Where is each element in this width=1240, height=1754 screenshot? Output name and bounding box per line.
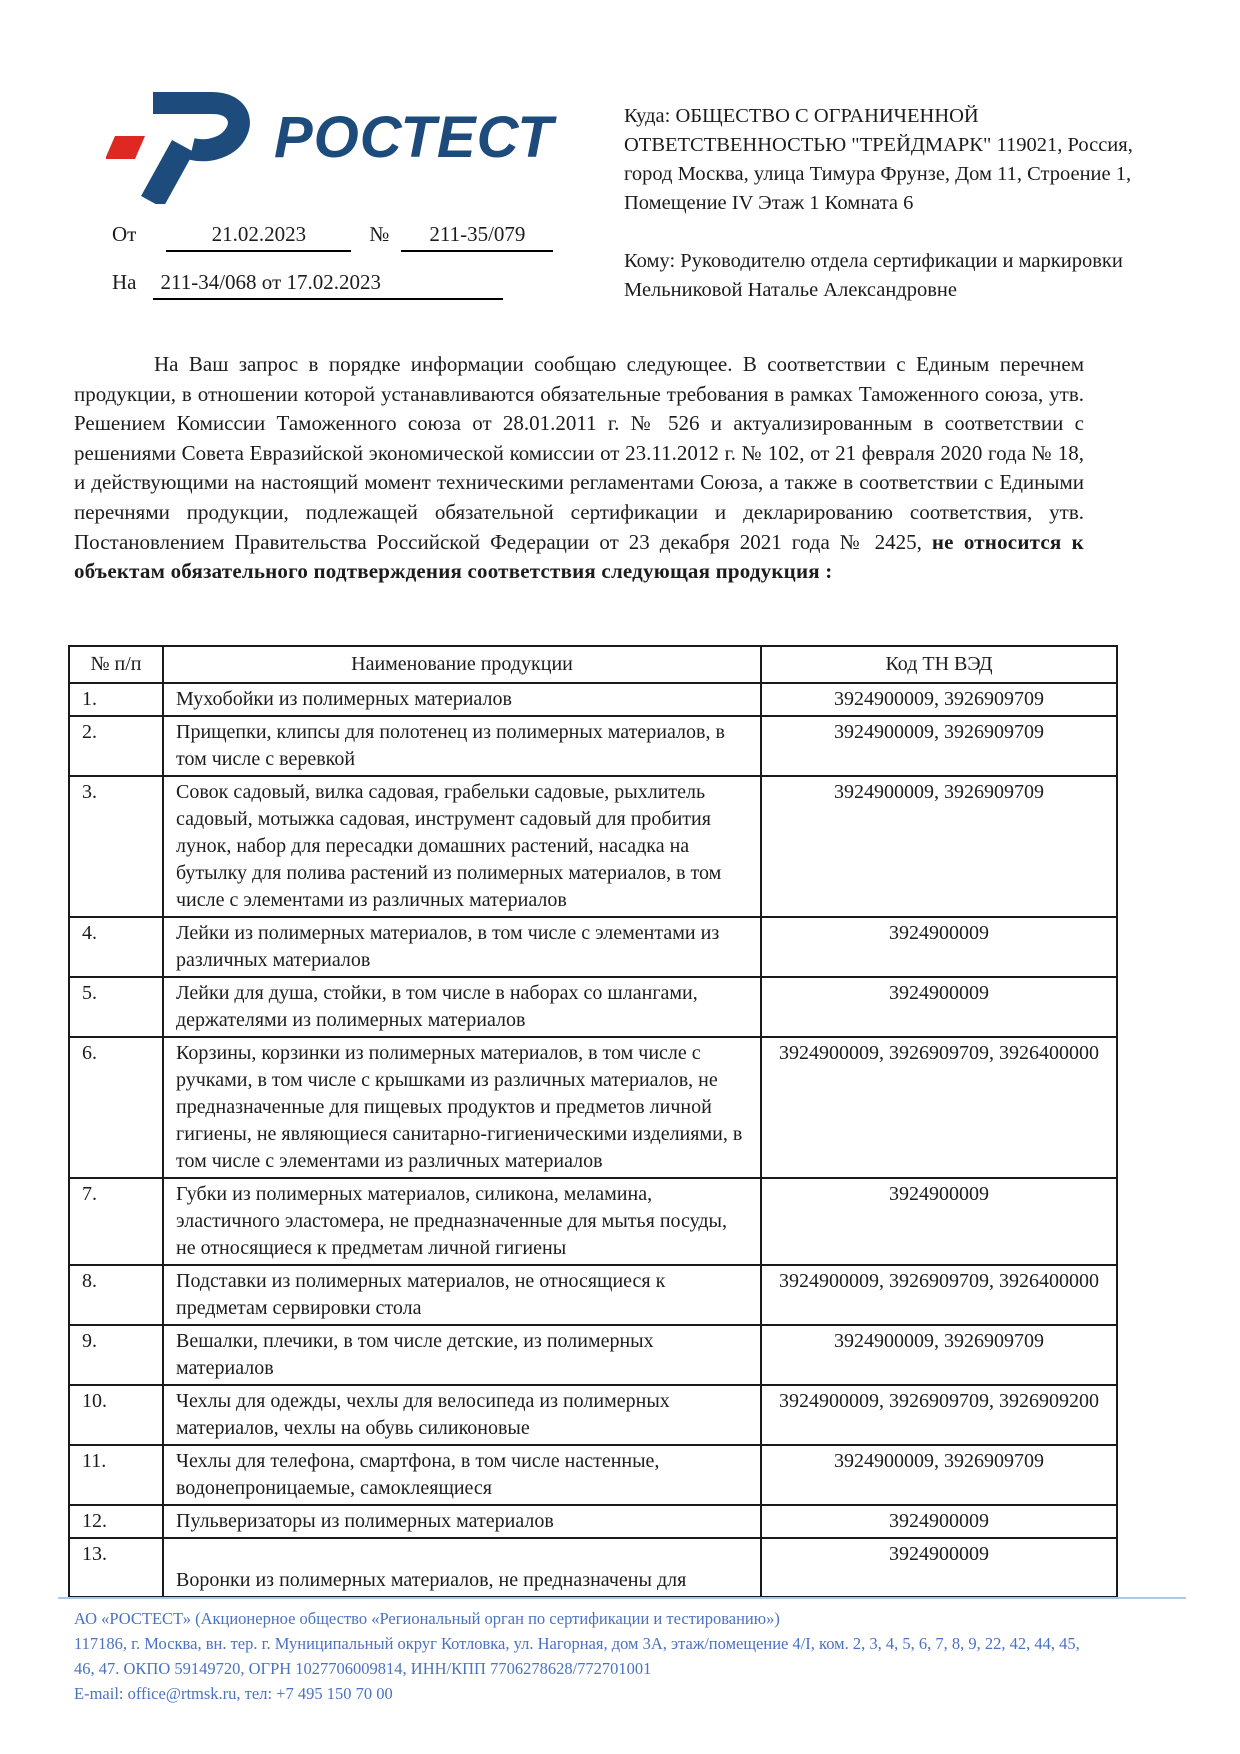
product-name: Чехлы для телефона, смартфона, в том числе настенные, водонепроницаемые, самоклеящиеся <box>163 1445 761 1505</box>
table-row <box>69 1505 1117 1538</box>
row-number: 5. <box>69 977 163 1037</box>
tnved-code: 3924900009 <box>761 1178 1117 1265</box>
tnved-code: 3924900009, 3926909709, 3926909200 <box>761 1385 1117 1445</box>
header-row <box>69 646 1117 683</box>
row-number: 11. <box>69 1445 163 1505</box>
tnved-code: 3924900009, 3926909709, 3926400000 <box>761 1265 1117 1325</box>
number-sign: № <box>369 222 390 246</box>
reply-label: На <box>112 270 137 294</box>
table-row <box>69 917 1117 977</box>
col-header-code: Код ТН ВЭД <box>761 646 1117 683</box>
footer-address-line: 117186, г. Москва, вн. тер. г. Муниципальный округ Котловка, ул. Нагорная, дом 3А, этаж/помещение 4/I, ком. 2, 3, 4, 5, 6, 7, 8, 9, 22, 42, 44, 45, 46, 47. ОКПО 59149720, ОГРН 1027706009814, ИНН/КПП 7706278628/772701001 <box>74 1634 1080 1678</box>
attn-name: Мельниковой Наталье Александровне <box>624 279 957 301</box>
rostest-logo-text: РОСТЕСТ <box>274 105 554 170</box>
row-number: 8. <box>69 1265 163 1325</box>
table-row <box>69 716 1117 776</box>
product-name: Воронки из полимерных материалов, не предназначены для <box>163 1538 761 1597</box>
product-name: Лейки для душа, стойки, в том числе в наборах со шлангами, держателями из полимерных материалов <box>163 977 761 1037</box>
tnved-code: 3924900009 <box>761 917 1117 977</box>
row-number: 12. <box>69 1505 163 1538</box>
product-name: Чехлы для одежды, чехлы для велосипеда из полимерных материалов, чехлы на обувь силиконовые <box>163 1385 761 1445</box>
product-name: Пульверизаторы из полимерных материалов <box>163 1505 761 1538</box>
row-number: 3. <box>69 776 163 917</box>
reply-reference: 211-34/068 от 17.02.2023 <box>153 270 503 300</box>
col-header-num: № п/п <box>69 646 163 683</box>
product-name: Совок садовый, вилка садовая, грабельки садовые, рыхлитель садовый, мотыжка садовая, инструмент садовый для пробития лунок, набор для пересадки домашних растений, насадка на бутылку для полива растений из полимерных материалов, в том числе с элементами из различных материалов <box>163 776 761 917</box>
table-row <box>69 1178 1117 1265</box>
row-number: 10. <box>69 1385 163 1445</box>
recipient-block <box>624 102 1186 305</box>
outgoing-ref-row <box>112 222 592 252</box>
row-number: 13. <box>69 1538 163 1597</box>
footer-contact-line: E-mail: office@rtmsk.ru, тел: +7 495 150 70 00 <box>74 1684 393 1703</box>
table-row <box>69 1385 1117 1445</box>
rostest-logo <box>106 86 554 204</box>
row-number: 9. <box>69 1325 163 1385</box>
incoming-ref-row <box>112 270 592 300</box>
product-table-body <box>69 683 1117 1597</box>
reference-block <box>112 222 592 300</box>
row-number: 2. <box>69 716 163 776</box>
product-name: Подставки из полимерных материалов, не относящиеся к предметам сервировки стола <box>163 1265 761 1325</box>
tnved-code: 3924900009 <box>761 1505 1117 1538</box>
tnved-code: 3924900009, 3926909709 <box>761 716 1117 776</box>
attn-label: Кому: <box>624 250 676 272</box>
product-table-header <box>69 646 1117 683</box>
body-text-bold: не относится к объектам обязательного подтверждения соответствия следующая продукция : <box>74 529 1084 584</box>
table-row <box>69 1037 1117 1178</box>
rostest-logo-icon <box>106 86 258 204</box>
product-name: Прищепки, клипсы для полотенец из полимерных материалов, в том числе с веревкой <box>163 716 761 776</box>
product-name: Губки из полимерных материалов, силикона, меламина, эластичного эластомера, не предназначенные для мытья посуды, не относящиеся к предметам личной гигиены <box>163 1178 761 1265</box>
to-value: ОБЩЕСТВО С ОГРАНИЧЕННОЙ ОТВЕТСТВЕННОСТЬЮ "ТРЕЙДМАРК" 119021, Россия, город Москва, улица Тимура Фрунзе, Дом 11, Строение 1, Помещение IV Этаж 1 Комната 6 <box>624 105 1133 214</box>
tnved-code: 3924900009 <box>761 977 1117 1037</box>
product-name: Корзины, корзинки из полимерных материалов, в том числе с ручками, в том числе с крышками из различных материалов, не предназначенные для пищевых продуктов и предметов личной гигиены, не являющиеся санитарно-гигиеническими изделиями, в том числе с элементами из различных материалов <box>163 1037 761 1178</box>
from-label: От <box>112 222 137 246</box>
table-row <box>69 683 1117 716</box>
table-row <box>69 1445 1117 1505</box>
table-row <box>69 776 1117 917</box>
row-number: 1. <box>69 683 163 716</box>
tnved-code: 3924900009 <box>761 1538 1117 1597</box>
product-name: Вешалки, плечики, в том числе детские, из полимерных материалов <box>163 1325 761 1385</box>
table-row <box>69 1538 1117 1597</box>
col-header-name: Наименование продукции <box>163 646 761 683</box>
recipient-address <box>624 102 1186 218</box>
letter-body-paragraph <box>74 350 1084 587</box>
tnved-code: 3924900009, 3926909709 <box>761 1325 1117 1385</box>
table-row <box>69 977 1117 1037</box>
footer-block <box>74 1606 1088 1706</box>
product-name: Лейки из полимерных материалов, в том числе с элементами из различных материалов <box>163 917 761 977</box>
body-text: На Ваш запрос в порядке информации сообщаю следующее. В соответствии с Единым перечнем продукции, в отношении которой устанавливаются обязательные требования в рамках Таможенного союза, утв. Решением Комиссии Таможенного союза от 28.01.2011 г. № 526 и актуализированным в соответствии с решениями Совета Евразийской экономической комиссии от 23.11.2012 г. № 102, от 21 февраля 2020 года № 18, и действующими на настоящий момент техническими регламентами Союза, а также в соответствии с Едиными перечнями продукции, подлежащей обязательной сертификации и декларированию соответствия, утв. Постановлением Правительства Российской Федерации от 23 декабря 2021 года № 2425, <box>74 352 1084 554</box>
product-table <box>68 645 1118 1598</box>
row-number: 7. <box>69 1178 163 1265</box>
row-number: 4. <box>69 917 163 977</box>
footer-company-line: АО «РОСТЕСТ» (Акционерное общество «Региональный орган по сертификации и тестированию») <box>74 1609 780 1628</box>
product-name: Мухобойки из полимерных материалов <box>163 683 761 716</box>
tnved-code: 3924900009, 3926909709, 3926400000 <box>761 1037 1117 1178</box>
recipient-attention <box>624 247 1186 305</box>
to-label: Куда: <box>624 105 671 127</box>
tnved-code: 3924900009, 3926909709 <box>761 683 1117 716</box>
letter-number: 211-35/079 <box>401 222 553 252</box>
product-table-wrapper <box>68 645 1118 1598</box>
letter-date: 21.02.2023 <box>166 222 351 252</box>
tnved-code: 3924900009, 3926909709 <box>761 776 1117 917</box>
table-row <box>69 1265 1117 1325</box>
tnved-code: 3924900009, 3926909709 <box>761 1445 1117 1505</box>
table-row <box>69 1325 1117 1385</box>
attn-value: Руководителю отдела сертификации и маркировки <box>680 250 1123 272</box>
footer-divider <box>58 1597 1186 1599</box>
row-number: 6. <box>69 1037 163 1178</box>
